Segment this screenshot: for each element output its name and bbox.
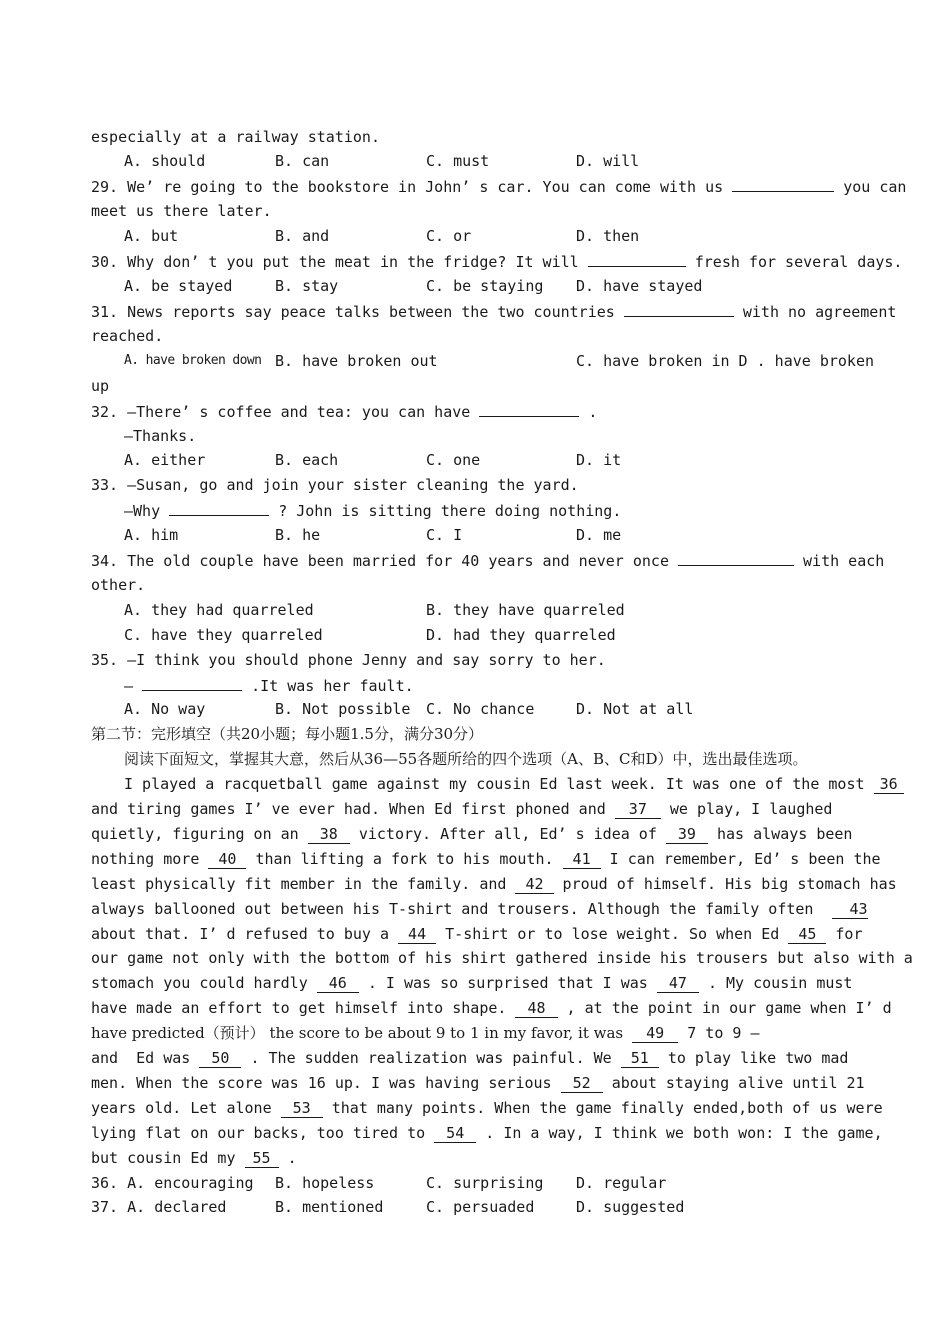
q28-options [124, 149, 859, 173]
q33-blank[interactable] [169, 498, 269, 516]
q28-option-d[interactable]: D. will [576, 152, 640, 170]
q31-options [124, 349, 875, 373]
q29-blank[interactable] [732, 174, 834, 192]
q37-option-a[interactable]: 37. A. declared [91, 1198, 227, 1216]
q34-option-b[interactable]: B. they have quarreled [426, 601, 625, 619]
passage-line: stomach you could hardly 46 . I was so surprised that I was 47 . My cousin must [91, 974, 853, 992]
q31-stem: 31. News reports say peace talks between the two countries with no agreement [91, 299, 859, 323]
blank-48[interactable]: 48 [515, 1000, 557, 1018]
section-instruction: 阅读下面短文，掌握其大意，然后从36—55各题所给的四个选项（A、B、C和D）中，选出最佳选项。 [124, 750, 808, 768]
q35-blank[interactable] [142, 673, 242, 691]
passage-line: have made an effort to get himself into shape. 48 , at the point in our game when I’ d [91, 999, 892, 1017]
blank-55[interactable]: 55 [245, 1150, 279, 1168]
q30-option-a[interactable]: A. be stayed [124, 277, 233, 295]
q30-option-b[interactable]: B. stay [275, 277, 339, 295]
blank-53[interactable]: 53 [281, 1100, 323, 1118]
q30-stem: 30. Why don’ t you put the meat in the fridge? It will fresh for several days. [91, 249, 859, 273]
q32-option-b[interactable]: B. each [275, 451, 339, 469]
q29-stem: 29. We’ re going to the bookstore in John’ s car. You can come with us you can [91, 174, 859, 198]
passage-line: men. When the score was 16 up. I was having serious 52 about staying alive until 21 [91, 1074, 865, 1092]
passage-line: about that. I’ d refused to buy a 44 T-shirt or to lose weight. So when Ed 45 for [91, 925, 863, 943]
q29-options [124, 224, 859, 248]
q33-option-d[interactable]: D. me [576, 526, 622, 544]
blank-42[interactable]: 42 [515, 876, 553, 894]
blank-47[interactable]: 47 [657, 975, 699, 993]
q30-options [124, 274, 859, 298]
q30-option-c[interactable]: C. be staying [426, 277, 544, 295]
blank-39[interactable]: 39 [666, 826, 708, 844]
q35-option-d[interactable]: D. Not at all [576, 700, 694, 718]
section-title: 第二节：完形填空（共20小题；每小题1.5分，满分30分） [91, 725, 484, 743]
q32-options [124, 448, 859, 472]
q34-option-c[interactable]: C. have they quarreled [124, 626, 323, 644]
q35-stem: 35. —I think you should phone Jenny and say sorry to her. [91, 651, 606, 669]
passage-line: our game not only with the bottom of his shirt gathered inside his trousers but also with a [91, 949, 913, 967]
passage-line: and tiring games I’ ve ever had. When Ed first phoned and 37 we play, I laughed [91, 800, 833, 818]
blank-43[interactable]: 43 [832, 901, 868, 919]
blank-37[interactable]: 37 [615, 801, 661, 819]
passage-line: but cousin Ed my 55 . [91, 1149, 297, 1167]
q28-option-c[interactable]: C. must [426, 152, 490, 170]
q34-options-cd [124, 623, 859, 647]
q35-option-b[interactable]: B. Not possible [275, 700, 411, 718]
passage-line: quietly, figuring on an 38 victory. After all, Ed’ s idea of 39 has always been [91, 825, 853, 843]
passage-line: have predicted（预计） the score to be about 9 to 1 in my favor, it was 49 7 to 9 — [91, 1024, 760, 1042]
blank-54[interactable]: 54 [434, 1125, 476, 1143]
blank-51[interactable]: 51 [621, 1050, 659, 1068]
q37-option-c[interactable]: C. persuaded [426, 1198, 535, 1216]
q33-stem-2: —Why ? John is sitting there doing nothing. [124, 498, 859, 522]
blank-52[interactable]: 52 [561, 1075, 603, 1093]
q35-options [124, 697, 859, 721]
blank-49[interactable]: 49 [632, 1025, 678, 1043]
q33-option-c[interactable]: C. I [426, 526, 463, 544]
q34-stem-cont: other. [91, 576, 146, 594]
q36-option-a[interactable]: 36. A. encouraging [91, 1174, 254, 1192]
q29-option-c[interactable]: C. or [426, 227, 472, 245]
q32-option-d[interactable]: D. it [576, 451, 622, 469]
q33-option-a[interactable]: A. him [124, 526, 179, 544]
q28-continuation: especially at a railway station. [91, 128, 380, 146]
blank-36[interactable]: 36 [874, 776, 904, 794]
q28-option-a[interactable]: A. should [124, 152, 206, 170]
passage-line: and Ed was 50 . The sudden realization was painful. We 51 to play like two mad [91, 1049, 849, 1067]
blank-46[interactable]: 46 [317, 975, 359, 993]
q37-options [91, 1195, 859, 1219]
passage-line: lying flat on our backs, too tired to 54 . In a way, I think we both won: I the game, [91, 1124, 883, 1142]
q30-option-d[interactable]: D. have stayed [576, 277, 703, 295]
q34-blank[interactable] [678, 548, 794, 566]
q34-option-a[interactable]: A. they had quarreled [124, 601, 314, 619]
q33-options [124, 523, 859, 547]
blank-45[interactable]: 45 [788, 926, 826, 944]
q31-stem-cont: reached. [91, 327, 164, 345]
q33-stem: 33. —Susan, go and join your sister cleaning the yard. [91, 476, 579, 494]
passage-line: least physically fit member in the family. and 42 proud of himself. His big stomach has [91, 875, 897, 893]
q31-option-b[interactable]: B. have broken out [275, 352, 438, 370]
q37-option-d[interactable]: D. suggested [576, 1198, 685, 1216]
q36-option-b[interactable]: B. hopeless [275, 1174, 375, 1192]
q35-stem-2: — .It was her fault. [124, 673, 859, 697]
q32-reply: —Thanks. [124, 427, 197, 445]
passage-line: years old. Let alone 53 that many points. When the game finally ended,both of us were [91, 1099, 883, 1117]
q31-options-cont: up [91, 377, 110, 395]
q32-stem: 32. —There’ s coffee and tea: you can have . [91, 399, 859, 423]
q28-option-b[interactable]: B. can [275, 152, 330, 170]
q31-blank[interactable] [624, 299, 734, 317]
q35-option-a[interactable]: A. No way [124, 700, 206, 718]
q29-option-a[interactable]: A. but [124, 227, 179, 245]
q30-blank[interactable] [588, 249, 686, 267]
q34-stem: 34. The old couple have been married for 40 years and never once with each [91, 548, 859, 572]
q36-options [91, 1171, 859, 1195]
passage-line: I played a racquetball game against my cousin Ed last week. It was one of the most 36 [124, 772, 859, 796]
q36-option-d[interactable]: D. regular [576, 1174, 667, 1192]
q37-option-b[interactable]: B. mentioned [275, 1198, 384, 1216]
blank-40[interactable]: 40 [208, 851, 246, 869]
q32-option-c[interactable]: C. one [426, 451, 481, 469]
passage-line: always ballooned out between his T-shirt and trousers. Although the family often 43 [91, 900, 868, 918]
q36-option-c[interactable]: C. surprising [426, 1174, 544, 1192]
q34-option-d[interactable]: D. had they quarreled [426, 626, 616, 644]
q31-option-cd[interactable]: C. have broken in D . have broken [576, 352, 875, 370]
blank-50[interactable]: 50 [199, 1050, 241, 1068]
q31-option-a[interactable]: A. have broken down [124, 353, 262, 368]
q33-option-b[interactable]: B. he [275, 526, 321, 544]
passage-line: nothing more 40 than lifting a fork to his mouth. 41 I can remember, Ed’ s been the [91, 850, 881, 868]
q34-options-ab [124, 598, 859, 622]
q32-blank[interactable] [479, 399, 579, 417]
q29-option-b[interactable]: B. and [275, 227, 330, 245]
q35-option-c[interactable]: C. No chance [426, 700, 535, 718]
blank-41[interactable]: 41 [563, 851, 601, 869]
blank-44[interactable]: 44 [398, 926, 436, 944]
q29-option-d[interactable]: D. then [576, 227, 640, 245]
q29-stem-cont: meet us there later. [91, 202, 272, 220]
blank-38[interactable]: 38 [308, 826, 350, 844]
q32-option-a[interactable]: A. either [124, 451, 206, 469]
